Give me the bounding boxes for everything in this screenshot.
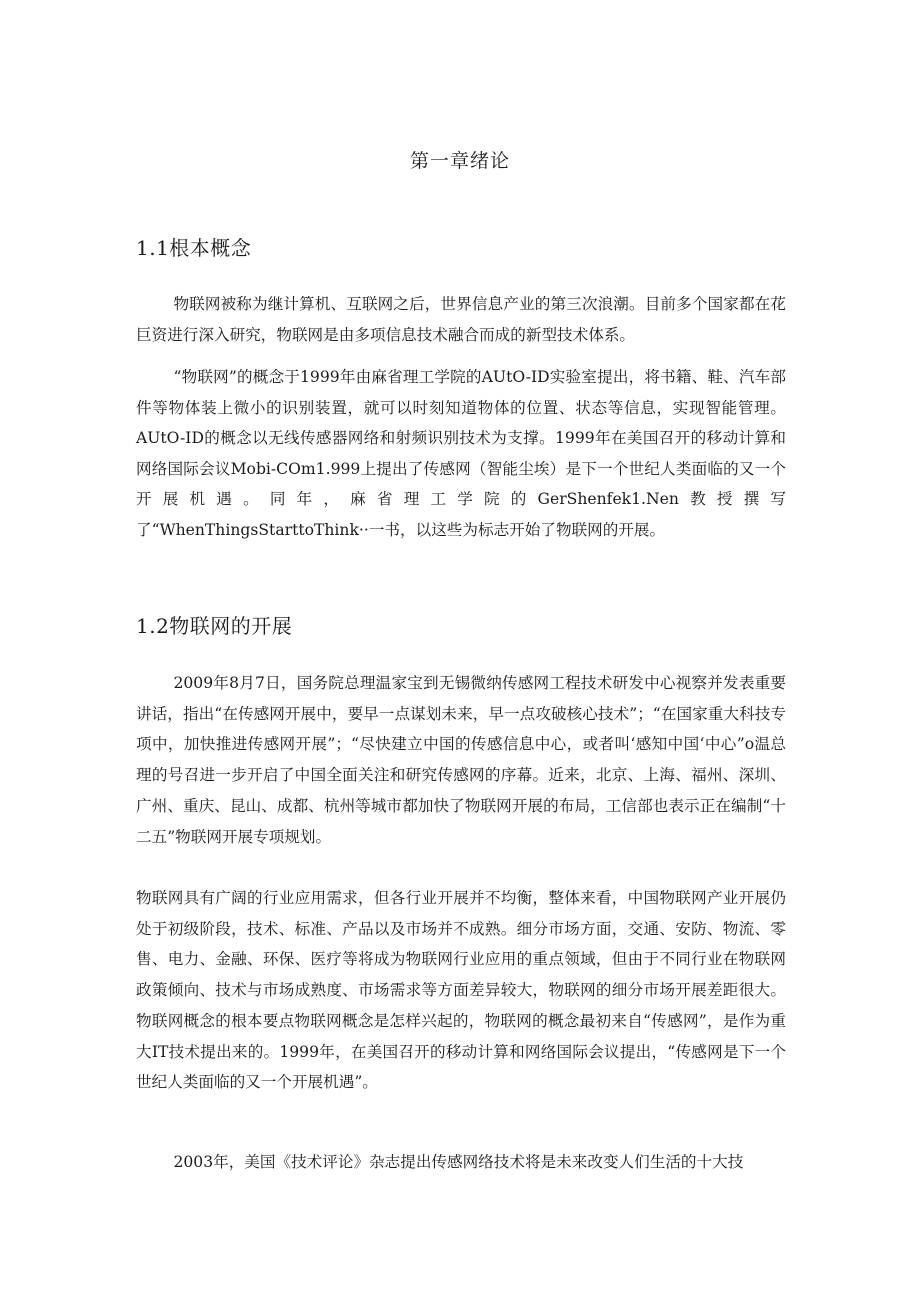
paragraph-1-2-tech-review: 2003年，美国《技术评论》杂志提出传感网络技术将是未来改变人们生活的十大技 — [173, 1153, 744, 1171]
section-heading-1-2: 1.2物联网的开展 — [136, 614, 293, 638]
section-heading-1-1: 1.1根本概念 — [136, 236, 252, 260]
chapter-title: 第一章绪论 — [409, 150, 510, 172]
paragraph-1-1-history: “物联网”的概念于1999年由麻省理工学院的AUtO-ID实验室提出，将书籍、鞋、汽车部件等物体装上微小的识别装置，就可以时刻知道物体的位置、状态等信息，实现智能管理。AUtO-ID的概念以无线传感器网络和射频识别技术为支撑。1999年在美国召开的移动计算和网络国际会议Mobi-COm1.999上提出了传感网（智能尘埃）是下一个世纪人类面临的又一个开展机遇。同年，麻省理工学院的GerShenfek1.Nen教授撰写了“WhenThingsStarttoThink··一书，以这些为标志开始了物联网的开展。 — [136, 368, 786, 539]
paragraph-1-2-wen-speech: 2009年8月7日，国务院总理温家宝到无锡微纳传感网工程技术研发中心视察并发表重要讲话，指出“在传感网开展中，要早一点谋划未来，早一点攻破核心技术”；“在国家重大科技专项中，加快推进传感网开展”；“尽快建立中国的传感信息中心，或者叫‘感知中国‘中心”o温总理的号召进一步开启了中国全面关注和研究传感网的序幕。近来，北京、上海、福州、深圳、广州、重庆、昆山、成都、杭州等城市都加快了物联网开展的布局，工信部也表示正在编制“十二五”物联网开展专项规划。 — [136, 674, 786, 846]
paragraph-1-2-industry: 物联网具有广阔的行业应用需求，但各行业开展并不均衡，整体来看，中国物联网产业开展仍处于初级阶段，技术、标准、产品以及市场并不成熟。细分市场方面，交通、安防、物流、零售、电力、金融、环保、医疗等将成为物联网行业应用的重点领域，但由于不同行业在物联网政策倾向、技术与市场成熟度、市场需求等方面差异较大，物联网的细分市场开展差距很大。物联网概念的根本要点物联网概念是怎样兴起的，物联网的概念最初来自“传感网”，是作为重大IT技术提出来的。1999年，在美国召开的移动计算和网络国际会议提出，“传感网是下一个世纪人类面临的又一个开展机遇”。 — [136, 889, 786, 1092]
paragraph-1-1-intro: 物联网被称为继计算机、互联网之后，世界信息产业的第三次浪潮。目前多个国家都在花巨资进行深入研究，物联网是由多项信息技术融合而成的新型技术体系。 — [136, 295, 786, 344]
